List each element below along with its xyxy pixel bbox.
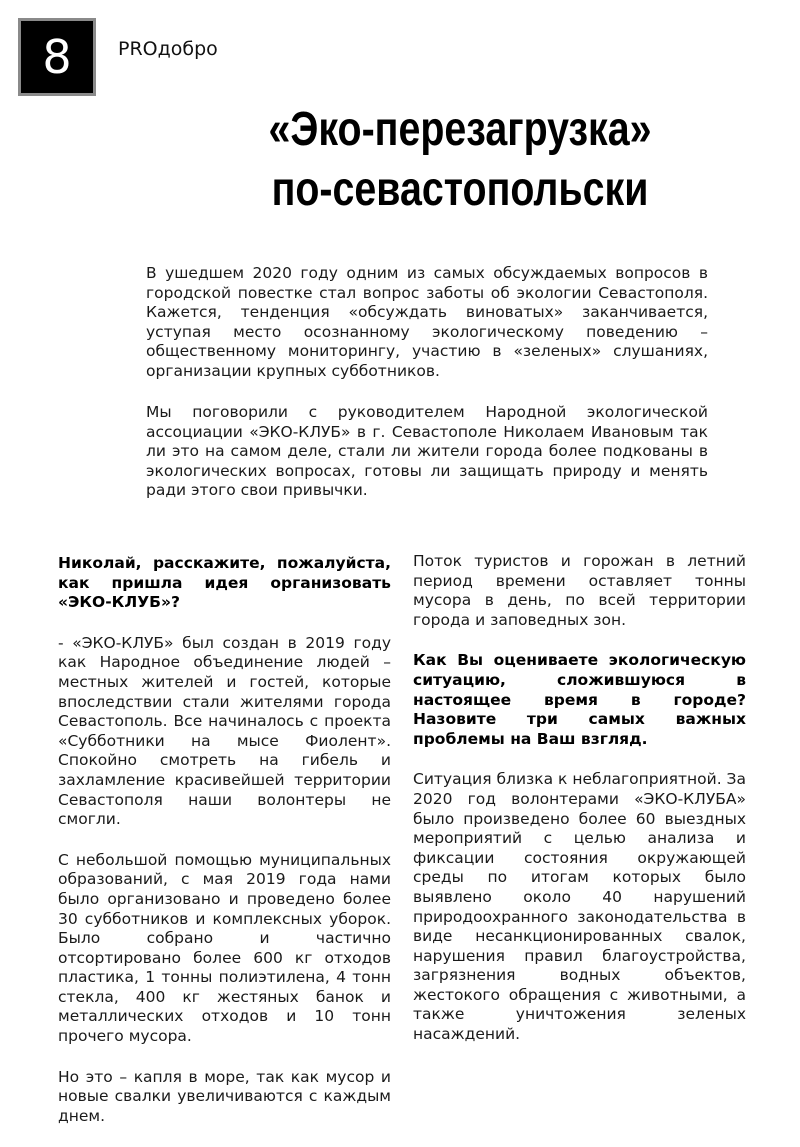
interview-answer: - «ЭКО-КЛУБ» был создан в 2019 году как Народное объединение людей – местных жителей и гостей, которые впоследствии стали жителями города Севастополь. Все начиналось с проекта «Субботники на мысе Фиолент». Спокойно смотреть на гибель и захламление красивейшей территории Севастополя наши волонтеры не смогли. bbox=[58, 633, 391, 829]
page-number: 8 bbox=[42, 30, 72, 84]
interview-question: Николай, расскажите, пожалуйста, как пришла идея организовать «ЭКО-КЛУБ»? bbox=[58, 554, 391, 612]
right-column bbox=[413, 552, 746, 1066]
interview-answer: Поток туристов и горожан в летний период времени оставляет тонны мусора в день, по всей территории города и заповедных зон. bbox=[413, 552, 746, 629]
interview-answer: Ситуация близка к неблагоприятной. За 2020 год волонтерами «ЭКО-КЛУБА» было произведено более 60 выездных мероприятий с целью анализа и фиксации состояния окружающей среды по итогам которых было выявлено около 40 нарушений природоохранного законодательства в виде несанкционированных свалок, нарушения правил благоустройства, загрязнения водных объектов, жестокого обращения с животными, а также уничтожения зеленых насаждений. bbox=[413, 770, 746, 1044]
interview-answer: Но это – капля в море, так как мусор и новые свалки увеличиваются с каждым днем. bbox=[58, 1067, 391, 1125]
interview-question: Как Вы оцениваете экологическую ситуацию, сложившуюся в настоящее время в городе? Назовите три самых важных проблемы на Ваш взгляд. bbox=[413, 651, 746, 748]
lead-paragraph: Мы поговорили с руководителем Народной экологической ассоциации «ЭКО-КЛУБ» в г. Севастополе Николаем Ивановым так ли это на самом деле, стали ли жители города более подкованы в экологических вопросах, готовы ли защищать природу и менять ради этого свои привычки. bbox=[146, 403, 708, 499]
article-headline bbox=[230, 100, 689, 220]
interview-answer: С небольшой помощью муниципальных образований, с мая 2019 года нами было организовано и проведено более 30 субботников и комплексных уборок. Было собрано и частично отсортировано более 600 кг отходов пластика, 1 тонны полиэтилена, 4 тонн стекла, 400 кг жестяных банок и металлических отходов и 10 тонн прочего мусора. bbox=[58, 850, 391, 1046]
left-column bbox=[58, 554, 391, 1147]
section-title: PROдобро bbox=[118, 38, 218, 60]
article-lead bbox=[146, 264, 708, 523]
headline-line-1: «Эко-перезагрузка» bbox=[268, 103, 652, 156]
headline-line-2: по-севастопольски bbox=[271, 163, 649, 216]
page-number-badge bbox=[18, 18, 96, 96]
lead-paragraph: В ушедшем 2020 году одним из самых обсуждаемых вопросов в городской повестке стал вопрос заботы об экологии Севастополя. Кажется, тенденция «обсуждать виноватых» заканчивается, уступая место осознанному экологическому поведению – общественному мониторингу, участию в «зеленых» слушаниях, организации крупных субботников. bbox=[146, 264, 708, 380]
